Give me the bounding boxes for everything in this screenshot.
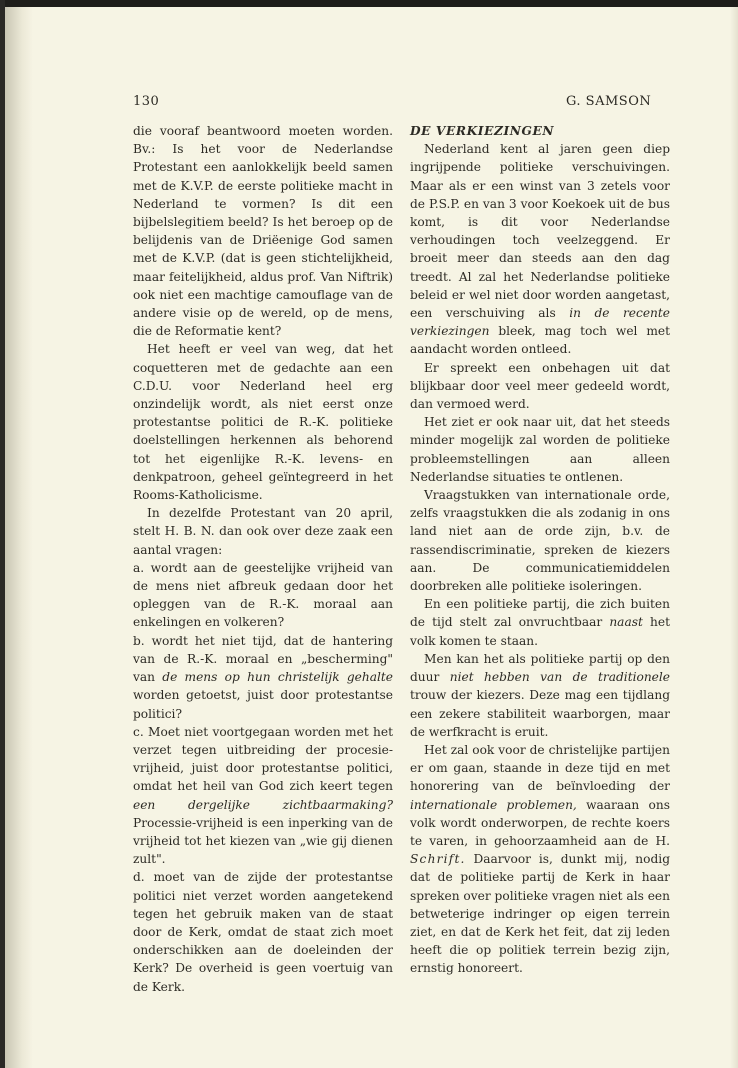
- paragraph: Er spreekt een onbehagen uit dat blijkbaar door veel meer gedeeld wordt, dan vermoed werd.: [410, 360, 670, 412]
- paragraph: In dezelfde Protestant van 20 april, stelt H. B. N. dan ook over deze zaak een aantal vragen:: [133, 506, 393, 557]
- running-head: G. SAMSON: [566, 94, 652, 109]
- paragraph: Het ziet er ook naar uit, dat het steeds minder mogelijk zal worden de politieke probleemstellingen aan alleen Nederlandse situaties te ontlenen.: [410, 415, 670, 484]
- page-number: 130: [133, 94, 160, 109]
- paragraph: Men kan het als politieke partij op den duur niet hebben van de traditionele trouw der kiezers. Deze mag een tijdlang een zekere stabiliteit waarborgen, maar de werfkracht is eruit.: [410, 651, 671, 739]
- paragraph: die vooraf beantwoord moeten worden. Bv.: Is het voor de Nederlandse Protestant een aanlokkelijk beeld samen met de K.V.P. de eerste politieke macht in Nederland te vormen? Is dit een bijbelslegitiem beeld? Is het beroep op de belijdenis van de Driëenige God samen met de K.V.P. (dat is geen stichtelijkheid, maar feitelijkheid, aldus prof. Van Niftrik) ook niet een machtige camouflage van de andere visie op de wereld, op de mens, die de Reformatie kent?: [133, 124, 393, 339]
- section-title: DE VERKIEZINGEN: [410, 124, 555, 138]
- paragraph: Het heeft er veel van weg, dat het coquetteren met de gedachte aan een C.D.U. voor Nederland heel erg onzindelijk wordt, als niet eerst onze protestantse politici de R.-K. politieke doelstellingen herkennen als behorend tot het eigenlijke R.-K. levens- en denkpatroon, geheel geïntegreerd in het Rooms-Katholicisme.: [133, 342, 393, 503]
- paragraph: Nederland kent al jaren geen diep ingrijpende politieke verschuivingen. Maar als er een winst van 3 zetels voor de P.S.P. en van 3 voor Koekoek uit de bus komt, is dit voor Nederlandse verhoudingen toch veelzeggend. Er broeit meer dan steeds aan den dag treedt. Al zal het Nederlandse politieke beleid er wel niet door worden aangetast, een verschuiving als in de recente verkiezingen bleek, mag toch wel met aandacht worden ontleed.: [410, 142, 671, 357]
- paragraph: Vraagstukken van internationale orde, zelfs vraagstukken die als zodanig in ons land niet aan de orde zijn, b.v. de rassendiscriminatie, spreken de kiezers aan. De communicatiemiddelen doorbreken alle politieke isoleringen.: [410, 488, 670, 594]
- question-d: d. moet van de zijde der protestantse politici niet verzet worden aangetekend tegen het gebruik maken van de staat door de Kerk, omdat de staat zich moet onderschikken aan de doeleinden der Kerk? De overheid is geen voertuig van de Kerk.: [133, 870, 393, 994]
- paragraph: Het zal ook voor de christelijke partijen er om gaan, staande in deze tijd en met honorering van de beïnvloeding der internationale problemen, waaraan ons volk wordt onderworpen, de rechte koers te varen, in gehoorzaamheid aan de H. Schrift. Daarvoor is, dunkt mij, nodig dat de politieke partij de Kerk in haar spreken over politieke vragen niet als een betweterige indringer op eigen terrein ziet, en dat de Kerk het feit, dat zij leden heeft die op politiek terrein bezig zijn, ernstig honoreert.: [410, 742, 670, 976]
- left-column: [133, 122, 393, 996]
- scan-right-shadow: [730, 7, 738, 1068]
- scan-top-border: [0, 0, 738, 7]
- question-a: a. wordt aan de geestelijke vrijheid van de mens niet afbreuk gedaan door het opleggen van de R.-K. moraal aan enkelingen en volkeren?: [133, 560, 393, 630]
- question-b: b. wordt het niet tijd, dat de hantering van de R.-K. moraal en „bescherming" van de mens op hun christelijk gehalte worden getoetst, juist door protestantse politici?: [133, 633, 393, 721]
- right-column: [410, 122, 670, 978]
- paragraph: En een politieke partij, die zich buiten de tijd stelt zal onvruchtbaar naast het volk komen te staan.: [410, 597, 670, 648]
- question-c: c. Moet niet voortgegaan worden met het verzet tegen uitbreiding der procesie-vrijheid, juist door protestantse politici, omdat het heil van God zich keert tegen een dergelijke zichtbaarmaking? Processie-vrijheid is een inperking van de vrijheid tot het kiezen van „wie gij dienen zult".: [133, 724, 393, 867]
- scan-gutter-shadow: [5, 7, 33, 1068]
